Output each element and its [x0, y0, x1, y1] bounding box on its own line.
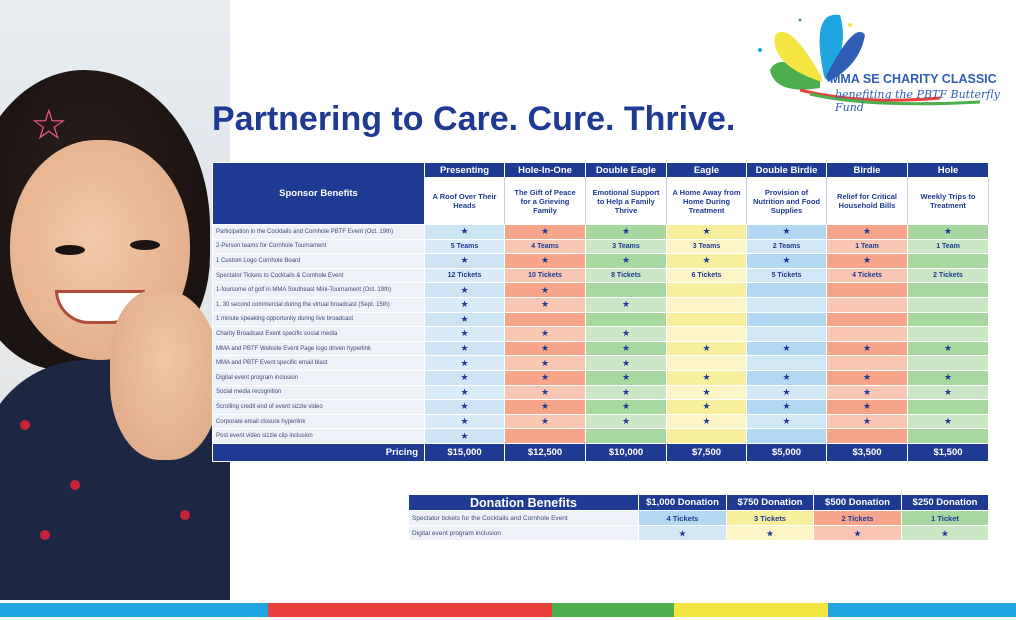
- star-icon: ★: [747, 225, 827, 240]
- benefit-row: [213, 341, 989, 356]
- star-icon: ★: [425, 225, 505, 240]
- tier-header: Eagle: [667, 163, 747, 178]
- benefit-row: [213, 327, 989, 342]
- benefit-row: [213, 312, 989, 327]
- star-icon: ★: [667, 400, 747, 415]
- star-icon: ★: [747, 414, 827, 429]
- benefit-row: [213, 400, 989, 415]
- tier-header: Double Birdie: [747, 163, 827, 178]
- page-title: Partnering to Care. Cure. Thrive.: [212, 100, 736, 138]
- star-icon: ★: [908, 225, 989, 240]
- star-icon: ★: [505, 297, 586, 312]
- benefit-value: 12 Tickets: [425, 268, 505, 283]
- star-icon: ★: [667, 254, 747, 269]
- sponsor-benefits-heading: Sponsor Benefits: [213, 163, 425, 225]
- donation-benefit-label: Digital event program inclusion: [409, 526, 639, 541]
- logo-brand: MMA SE CHARITY CLASSIC: [830, 72, 997, 86]
- child-photo: [0, 0, 230, 600]
- benefit-value: [908, 356, 989, 371]
- star-icon: ★: [586, 385, 667, 400]
- star-icon: ★: [747, 370, 827, 385]
- star-icon: ★: [908, 385, 989, 400]
- donation-value: 2 Tickets: [814, 511, 902, 526]
- star-icon: ★: [505, 356, 586, 371]
- benefit-value: 5 Tickets: [747, 268, 827, 283]
- benefit-label: Participation in the Cocktails and Cornhole PBTF Event (Oct. 19th): [213, 225, 425, 240]
- footer-color-bar: [0, 603, 1016, 617]
- star-icon: ★: [425, 341, 505, 356]
- benefit-row: [213, 225, 989, 240]
- benefit-value: 2 Teams: [747, 239, 827, 254]
- star-icon: ★: [425, 400, 505, 415]
- star-icon: ★: [827, 225, 908, 240]
- star-icon: ★: [827, 341, 908, 356]
- star-icon: ★: [827, 254, 908, 269]
- tier-price: $1,500: [908, 443, 989, 461]
- benefit-row: [213, 239, 989, 254]
- tier-description: Relief for Critical Household Bills: [827, 178, 908, 225]
- benefit-label: Spectator Tickets to Cocktails & Cornhole Event: [213, 268, 425, 283]
- charity-logo: [740, 10, 1000, 114]
- donation-benefits-table: [408, 494, 989, 541]
- star-icon: ★: [667, 341, 747, 356]
- star-icon: ★: [425, 429, 505, 444]
- benefit-value: 10 Tickets: [505, 268, 586, 283]
- benefit-value: 4 Tickets: [827, 268, 908, 283]
- tier-price: $7,500: [667, 443, 747, 461]
- star-icon: ★: [586, 327, 667, 342]
- benefit-row: [213, 283, 989, 298]
- star-icon: ★: [586, 225, 667, 240]
- star-icon: ★: [667, 225, 747, 240]
- star-hair-clip-icon: ☆: [30, 101, 68, 148]
- benefit-value: [747, 429, 827, 444]
- tier-header: Birdie: [827, 163, 908, 178]
- benefit-label: Corporate email closure hyperlink: [213, 414, 425, 429]
- star-icon: ★: [586, 400, 667, 415]
- donation-tier-header: $750 Donation: [727, 495, 814, 511]
- sponsor-benefits-table: [212, 162, 989, 462]
- star-icon: ★: [908, 341, 989, 356]
- star-icon: ★: [747, 254, 827, 269]
- benefit-row: [213, 385, 989, 400]
- donation-tier-header: $250 Donation: [902, 495, 989, 511]
- star-icon: ★: [727, 526, 814, 541]
- benefit-value: [505, 429, 586, 444]
- donation-value: 3 Tickets: [727, 511, 814, 526]
- benefit-value: [827, 429, 908, 444]
- star-icon: ★: [747, 385, 827, 400]
- star-icon: ★: [814, 526, 902, 541]
- benefit-value: [586, 429, 667, 444]
- benefit-value: [908, 400, 989, 415]
- benefit-label: 1 Custom Logo Cornhole Board: [213, 254, 425, 269]
- benefit-value: [667, 327, 747, 342]
- tier-price: $3,500: [827, 443, 908, 461]
- benefit-label: Digital event program inclusion: [213, 370, 425, 385]
- star-icon: ★: [908, 370, 989, 385]
- tier-header: Hole: [908, 163, 989, 178]
- star-icon: ★: [667, 414, 747, 429]
- benefit-label: Social media recognition: [213, 385, 425, 400]
- tier-price: $10,000: [586, 443, 667, 461]
- tier-price: $12,500: [505, 443, 586, 461]
- benefit-value: 5 Teams: [425, 239, 505, 254]
- star-icon: ★: [902, 526, 989, 541]
- benefit-value: 1 Team: [908, 239, 989, 254]
- benefit-value: [908, 327, 989, 342]
- donation-row: [409, 511, 989, 526]
- benefit-value: [747, 283, 827, 298]
- benefit-value: [667, 297, 747, 312]
- star-icon: ★: [586, 341, 667, 356]
- benefit-value: 4 Teams: [505, 239, 586, 254]
- benefit-label: MMA and PBTF Event specific email blast: [213, 356, 425, 371]
- benefit-value: [747, 327, 827, 342]
- donation-tier-header: $1,000 Donation: [639, 495, 727, 511]
- benefit-value: [505, 312, 586, 327]
- donation-value: 4 Tickets: [639, 511, 727, 526]
- benefit-value: 6 Tickets: [667, 268, 747, 283]
- photo-eye: [55, 245, 85, 255]
- benefit-value: [827, 283, 908, 298]
- star-icon: ★: [827, 400, 908, 415]
- benefit-value: [908, 297, 989, 312]
- benefit-label: Scrolling credit end of event sizzle video: [213, 400, 425, 415]
- star-icon: ★: [827, 370, 908, 385]
- star-icon: ★: [586, 297, 667, 312]
- donation-benefits-heading: Donation Benefits: [409, 495, 639, 511]
- star-icon: ★: [586, 356, 667, 371]
- star-icon: ★: [667, 385, 747, 400]
- benefit-label: 1, 30 second commercial during the virtual broadcast (Sept. 15th): [213, 297, 425, 312]
- tier-price: $5,000: [747, 443, 827, 461]
- benefit-row: [213, 429, 989, 444]
- star-icon: ★: [425, 297, 505, 312]
- benefit-label: 1-foursome of golf in MMA Southeast Mini-Tournament (Oct. 19th): [213, 283, 425, 298]
- tier-header: Hole-In-One: [505, 163, 586, 178]
- donation-benefit-label: Spectator tickets for the Cocktails and Cornhole Event: [409, 511, 639, 526]
- star-icon: ★: [425, 283, 505, 298]
- star-icon: ★: [505, 341, 586, 356]
- benefit-value: [747, 356, 827, 371]
- star-icon: ★: [908, 414, 989, 429]
- benefit-value: [667, 429, 747, 444]
- benefit-value: 1 Team: [827, 239, 908, 254]
- tier-description: A Home Away from Home During Treatment: [667, 178, 747, 225]
- star-icon: ★: [586, 370, 667, 385]
- star-icon: ★: [425, 254, 505, 269]
- star-icon: ★: [747, 341, 827, 356]
- benefit-value: [827, 327, 908, 342]
- star-icon: ★: [505, 327, 586, 342]
- star-icon: ★: [827, 385, 908, 400]
- donation-tier-header: $500 Donation: [814, 495, 902, 511]
- benefit-label: 1 minute speaking opportunity during live broadcast: [213, 312, 425, 327]
- tier-description: Provision of Nutrition and Food Supplies: [747, 178, 827, 225]
- tier-description: The Gift of Peace for a Grieving Family: [505, 178, 586, 225]
- benefit-value: [586, 312, 667, 327]
- benefit-value: [827, 312, 908, 327]
- tier-description: A Roof Over Their Heads: [425, 178, 505, 225]
- benefit-label: Charity Broadcast Event specific social media: [213, 327, 425, 342]
- star-icon: ★: [505, 400, 586, 415]
- star-icon: ★: [586, 254, 667, 269]
- tier-description: Weekly Trips to Treatment: [908, 178, 989, 225]
- tier-description: Emotional Support to Help a Family Thrive: [586, 178, 667, 225]
- star-icon: ★: [425, 312, 505, 327]
- benefit-value: [908, 312, 989, 327]
- benefit-row: [213, 268, 989, 283]
- benefit-value: 2 Tickets: [908, 268, 989, 283]
- benefit-row: [213, 356, 989, 371]
- benefit-value: [827, 356, 908, 371]
- benefit-row: [213, 370, 989, 385]
- donation-value: 1 Ticket: [902, 511, 989, 526]
- star-icon: ★: [425, 356, 505, 371]
- benefit-label: 2-Person teams for Cornhole Tournament: [213, 239, 425, 254]
- star-icon: ★: [425, 414, 505, 429]
- pricing-label: Pricing: [213, 443, 425, 461]
- benefit-value: [747, 297, 827, 312]
- star-icon: ★: [505, 254, 586, 269]
- benefit-value: [827, 297, 908, 312]
- benefit-label: MMA and PBTF Website Event Page logo driven hyperlink: [213, 341, 425, 356]
- benefit-value: [747, 312, 827, 327]
- photo-hand: [110, 290, 220, 460]
- star-icon: ★: [425, 370, 505, 385]
- benefit-value: [908, 254, 989, 269]
- star-icon: ★: [586, 414, 667, 429]
- benefit-row: [213, 254, 989, 269]
- tier-price: $15,000: [425, 443, 505, 461]
- benefit-value: 3 Teams: [586, 239, 667, 254]
- star-icon: ★: [425, 385, 505, 400]
- benefit-label: Post event video sizzle clip inclusion: [213, 429, 425, 444]
- benefit-value: 8 Tickets: [586, 268, 667, 283]
- benefit-row: [213, 414, 989, 429]
- benefit-value: [908, 283, 989, 298]
- star-icon: ★: [505, 225, 586, 240]
- tier-header: Presenting: [425, 163, 505, 178]
- star-icon: ★: [505, 283, 586, 298]
- star-icon: ★: [505, 385, 586, 400]
- star-icon: ★: [639, 526, 727, 541]
- benefit-value: [667, 312, 747, 327]
- benefit-value: 3 Teams: [667, 239, 747, 254]
- benefit-value: [667, 283, 747, 298]
- tier-header: Double Eagle: [586, 163, 667, 178]
- benefit-value: [586, 283, 667, 298]
- donation-row: [409, 526, 989, 541]
- star-icon: ★: [827, 414, 908, 429]
- star-icon: ★: [505, 414, 586, 429]
- star-icon: ★: [425, 327, 505, 342]
- logo-tagline: benefiting the PBTF Butterfly Fund: [835, 88, 1000, 114]
- benefit-row: [213, 297, 989, 312]
- star-icon: ★: [667, 370, 747, 385]
- benefit-value: [667, 356, 747, 371]
- photo-eye: [130, 240, 160, 250]
- star-icon: ★: [505, 370, 586, 385]
- star-icon: ★: [747, 400, 827, 415]
- benefit-value: [908, 429, 989, 444]
